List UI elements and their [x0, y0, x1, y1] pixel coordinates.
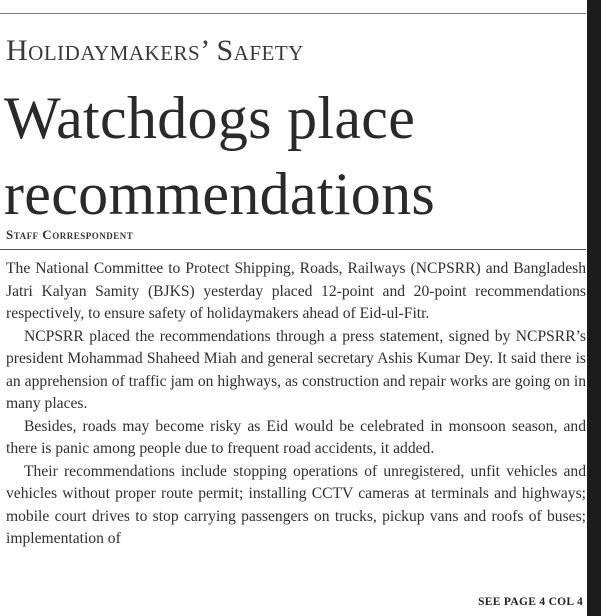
- top-rule: [0, 13, 586, 14]
- paragraph: Their recommendations include stopping operations of unregistered, unfit vehicles and vehicles without proper route permit; installing CCTV cameras at terminals and highways; mobile court drives to stop carrying passengers on trucks, pickup vans and roofs of buses; implementation of: [6, 462, 586, 547]
- headline-line-2: recommendations: [4, 161, 436, 227]
- article-body: [6, 258, 586, 551]
- paragraph: NCPSRR placed the recommendations through a press statement, signed by NCPSRR’s president Mohammad Shaheed Miah and general secretary Ashis Kumar Dey. It said there is an apprehension of traffic jam on highways, as construction and repair works are going on in many places.: [6, 327, 586, 412]
- paragraph: Besides, roads may become risky as Eid would be celebrated in monsoon season, and there is panic among people due to frequent road accidents, it added.: [6, 417, 586, 457]
- column-edge-bar: [587, 0, 601, 616]
- headline: [4, 80, 584, 232]
- byline-rule: [0, 249, 586, 250]
- headline-line-1: Watchdogs place: [4, 85, 416, 151]
- continuation-jump-line: SEE PAGE 4 COL 4: [478, 596, 583, 608]
- byline: Staff Correspondent: [6, 227, 134, 242]
- kicker: Holidaymakers’ Safety: [6, 34, 304, 67]
- paragraph: The National Committee to Protect Shipping, Roads, Railways (NCPSRR) and Bangladesh Jatri Kalyan Samity (BJKS) yesterday placed 12-point and 20-point recommendations respectively, to ensure safety of holidaymakers ahead of Eid-ul-Fitr.: [6, 260, 586, 322]
